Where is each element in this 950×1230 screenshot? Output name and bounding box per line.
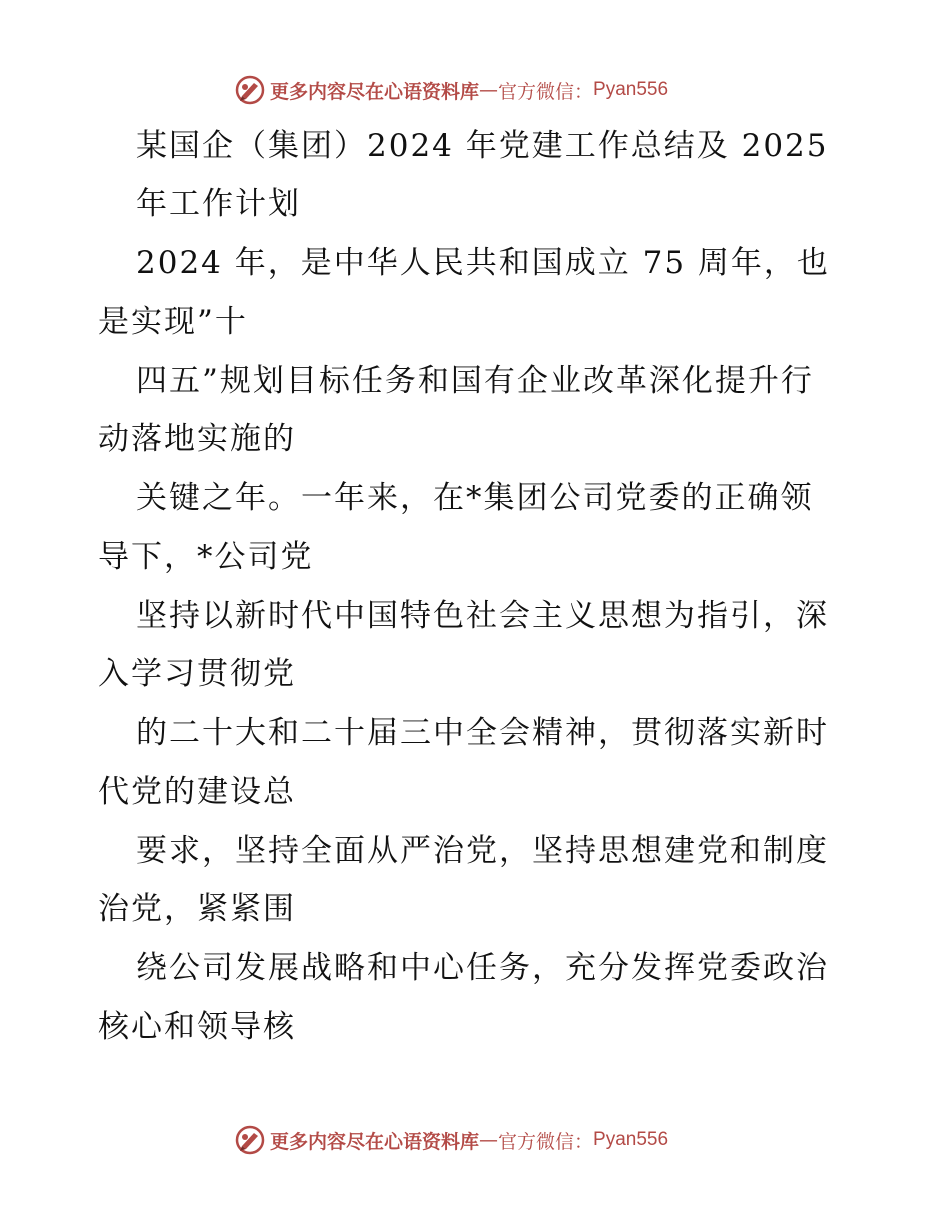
body-line: 的二十大和二十届三中全会精神，贯彻落实新时: [136, 715, 829, 751]
body-line: 要求，坚持全面从严治党，坚持思想建党和制度: [136, 833, 829, 869]
footer-watermark: [234, 1123, 668, 1157]
watermark-site-text: 更多内容尽在心语资料库: [270, 80, 480, 103]
title-line-1: 某国企（集团）2024 年党建工作总结及 2025: [136, 128, 829, 164]
body-line: 绕公司发展战略和中心任务，充分发挥党委政治: [136, 950, 829, 986]
body-line: 入学习贯彻党: [98, 656, 296, 692]
body-line: 是实现”十: [98, 304, 248, 340]
body-line: 治党，紧紧围: [98, 891, 296, 927]
body-line: 坚持以新时代中国特色社会主义思想为指引，深: [136, 598, 829, 634]
body-line: 代党的建设总: [98, 774, 296, 810]
title-line-2: 年工作计划: [136, 186, 301, 222]
pen-logo-icon: [234, 1124, 266, 1156]
watermark-separator: —: [479, 79, 499, 101]
watermark-site-text: 更多内容尽在心语资料库: [270, 1130, 480, 1153]
body-line: 四五”规划目标任务和国有企业改革深化提升行: [136, 363, 814, 399]
body-line: 核心和领导核: [98, 1009, 296, 1045]
watermark-wechat-id: Pyan556: [593, 79, 669, 100]
watermark-wechat-id: Pyan556: [593, 1129, 669, 1150]
body-line: 2024 年，是中华人民共和国成立 75 周年，也: [136, 245, 830, 281]
body-line: 导下，*公司党: [98, 539, 314, 575]
watermark-separator: —: [479, 1129, 499, 1151]
watermark-wechat-label: 官方微信：: [498, 80, 594, 103]
body-line: 动落地实施的: [98, 421, 296, 457]
body-line: 关键之年。一年来，在*集团公司党委的正确领: [136, 480, 814, 516]
pen-logo-icon: [234, 74, 266, 106]
header-watermark: [234, 73, 668, 107]
watermark-wechat-label: 官方微信：: [498, 1130, 594, 1153]
